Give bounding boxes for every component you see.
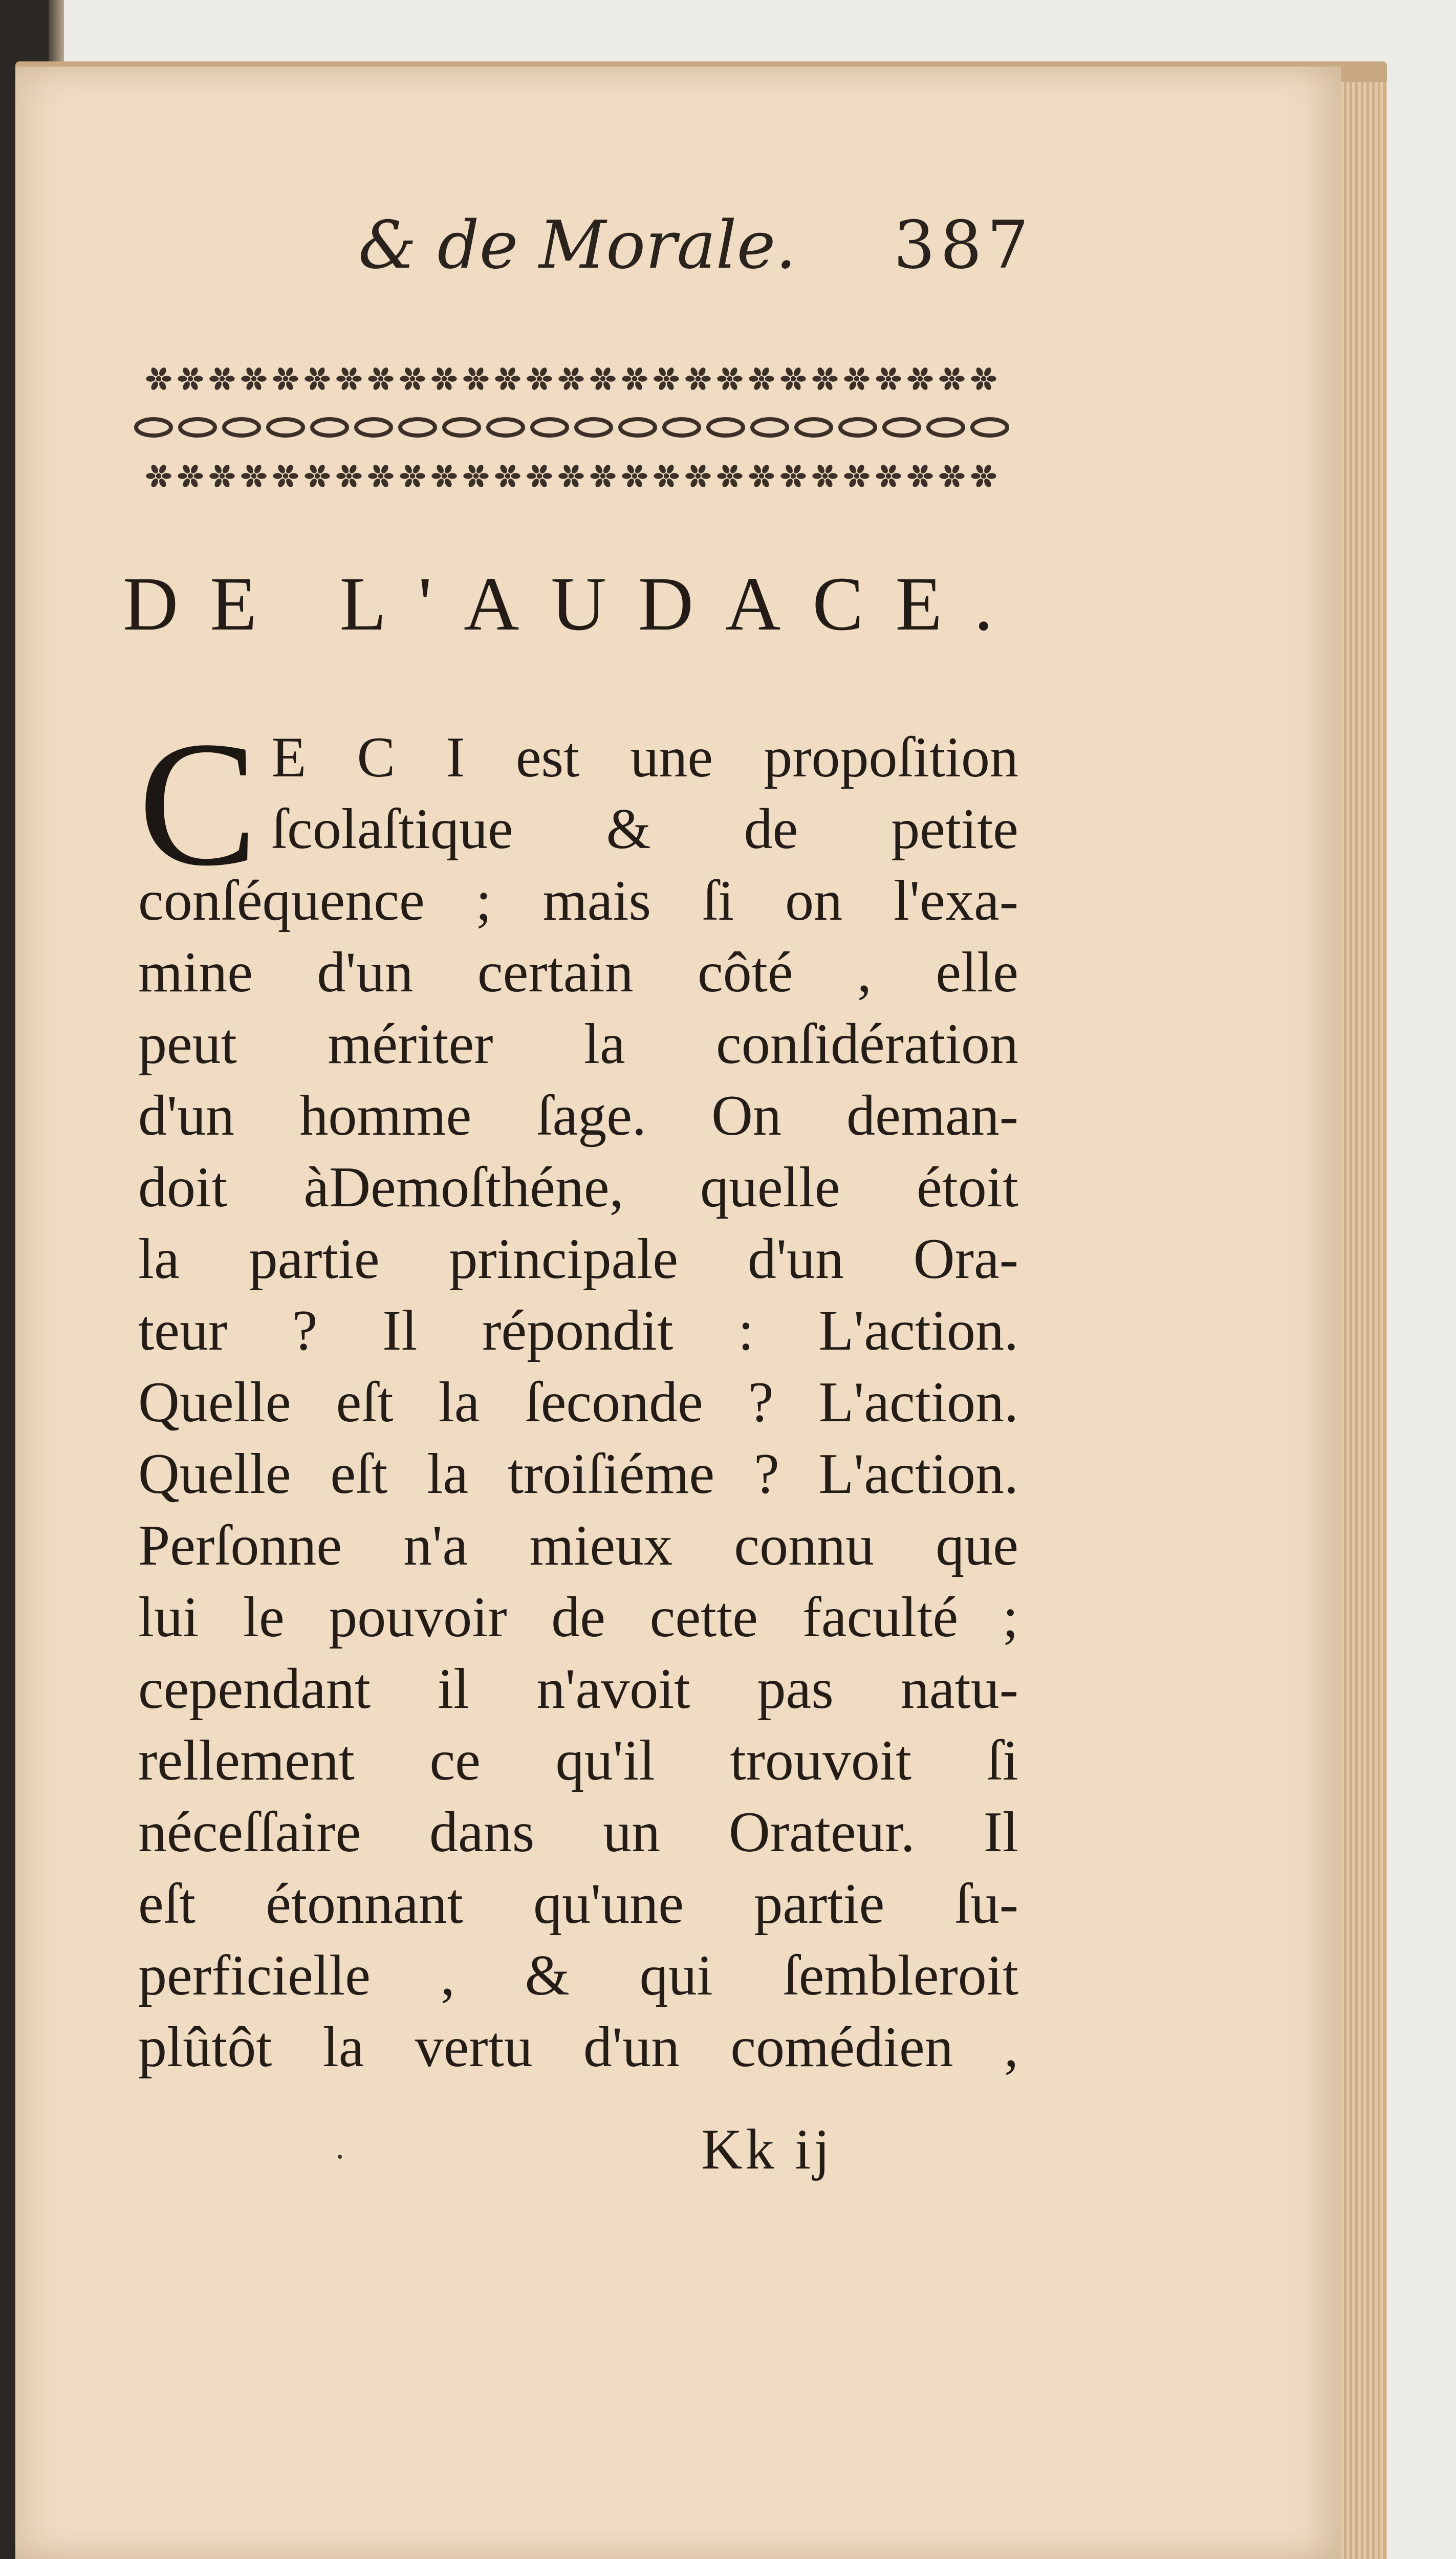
- signature-mark: Kk ij: [701, 2118, 833, 2181]
- text-line: cependant il n'avoit pas natu-: [138, 1657, 1018, 1721]
- running-head: [328, 205, 1034, 287]
- text-line: E C I est une propoſition: [271, 726, 1018, 789]
- text-line: eſt étonnant qu'une partie ſu-: [138, 1872, 1018, 1936]
- text-line: lui le pouvoir de cette faculté ;: [138, 1586, 1018, 1649]
- text-line: rellement ce qu'il trouvoit ſi: [138, 1729, 1018, 1792]
- ink-speck: [338, 2155, 342, 2159]
- text-line: conſéquence ; mais ſi on l'exa-: [138, 869, 1018, 932]
- text-line: mine d'un certain côté , elle: [138, 941, 1018, 1004]
- text-line: doit àDemoſthéne, quelle étoit: [138, 1156, 1018, 1219]
- drop-cap: C: [138, 704, 258, 903]
- page-edge: [1341, 82, 1387, 2559]
- text-line: perficielle , & qui ſembleroit: [138, 1944, 1018, 2007]
- page-number: 387: [893, 207, 1034, 284]
- text-line: peut mériter la conſidération: [138, 1012, 1018, 1076]
- text-line: Perſonne n'a mieux connu que: [138, 1514, 1018, 1577]
- decorative-headpiece: [128, 353, 1018, 502]
- running-head-title: & de Morale.: [358, 207, 796, 284]
- text-line: la partie principale d'un Ora-: [138, 1227, 1018, 1291]
- chapter-title: DE L'AUDACE.: [123, 561, 1025, 646]
- text-line: d'un homme ſage. On deman-: [138, 1084, 1018, 1147]
- text-line: néceſſaire dans un Orateur. Il: [138, 1801, 1018, 1864]
- text-line: ſcolaſtique & de petite: [271, 797, 1018, 861]
- text-line: plûtôt la vertu d'un comédien ,: [138, 2015, 1018, 2079]
- text-line: Quelle eſt la troiſiéme ? L'action.: [138, 1442, 1018, 1506]
- text-line: teur ? Il répondit : L'action.: [138, 1299, 1018, 1362]
- text-line: Quelle eſt la ſeconde ? L'action.: [138, 1371, 1018, 1434]
